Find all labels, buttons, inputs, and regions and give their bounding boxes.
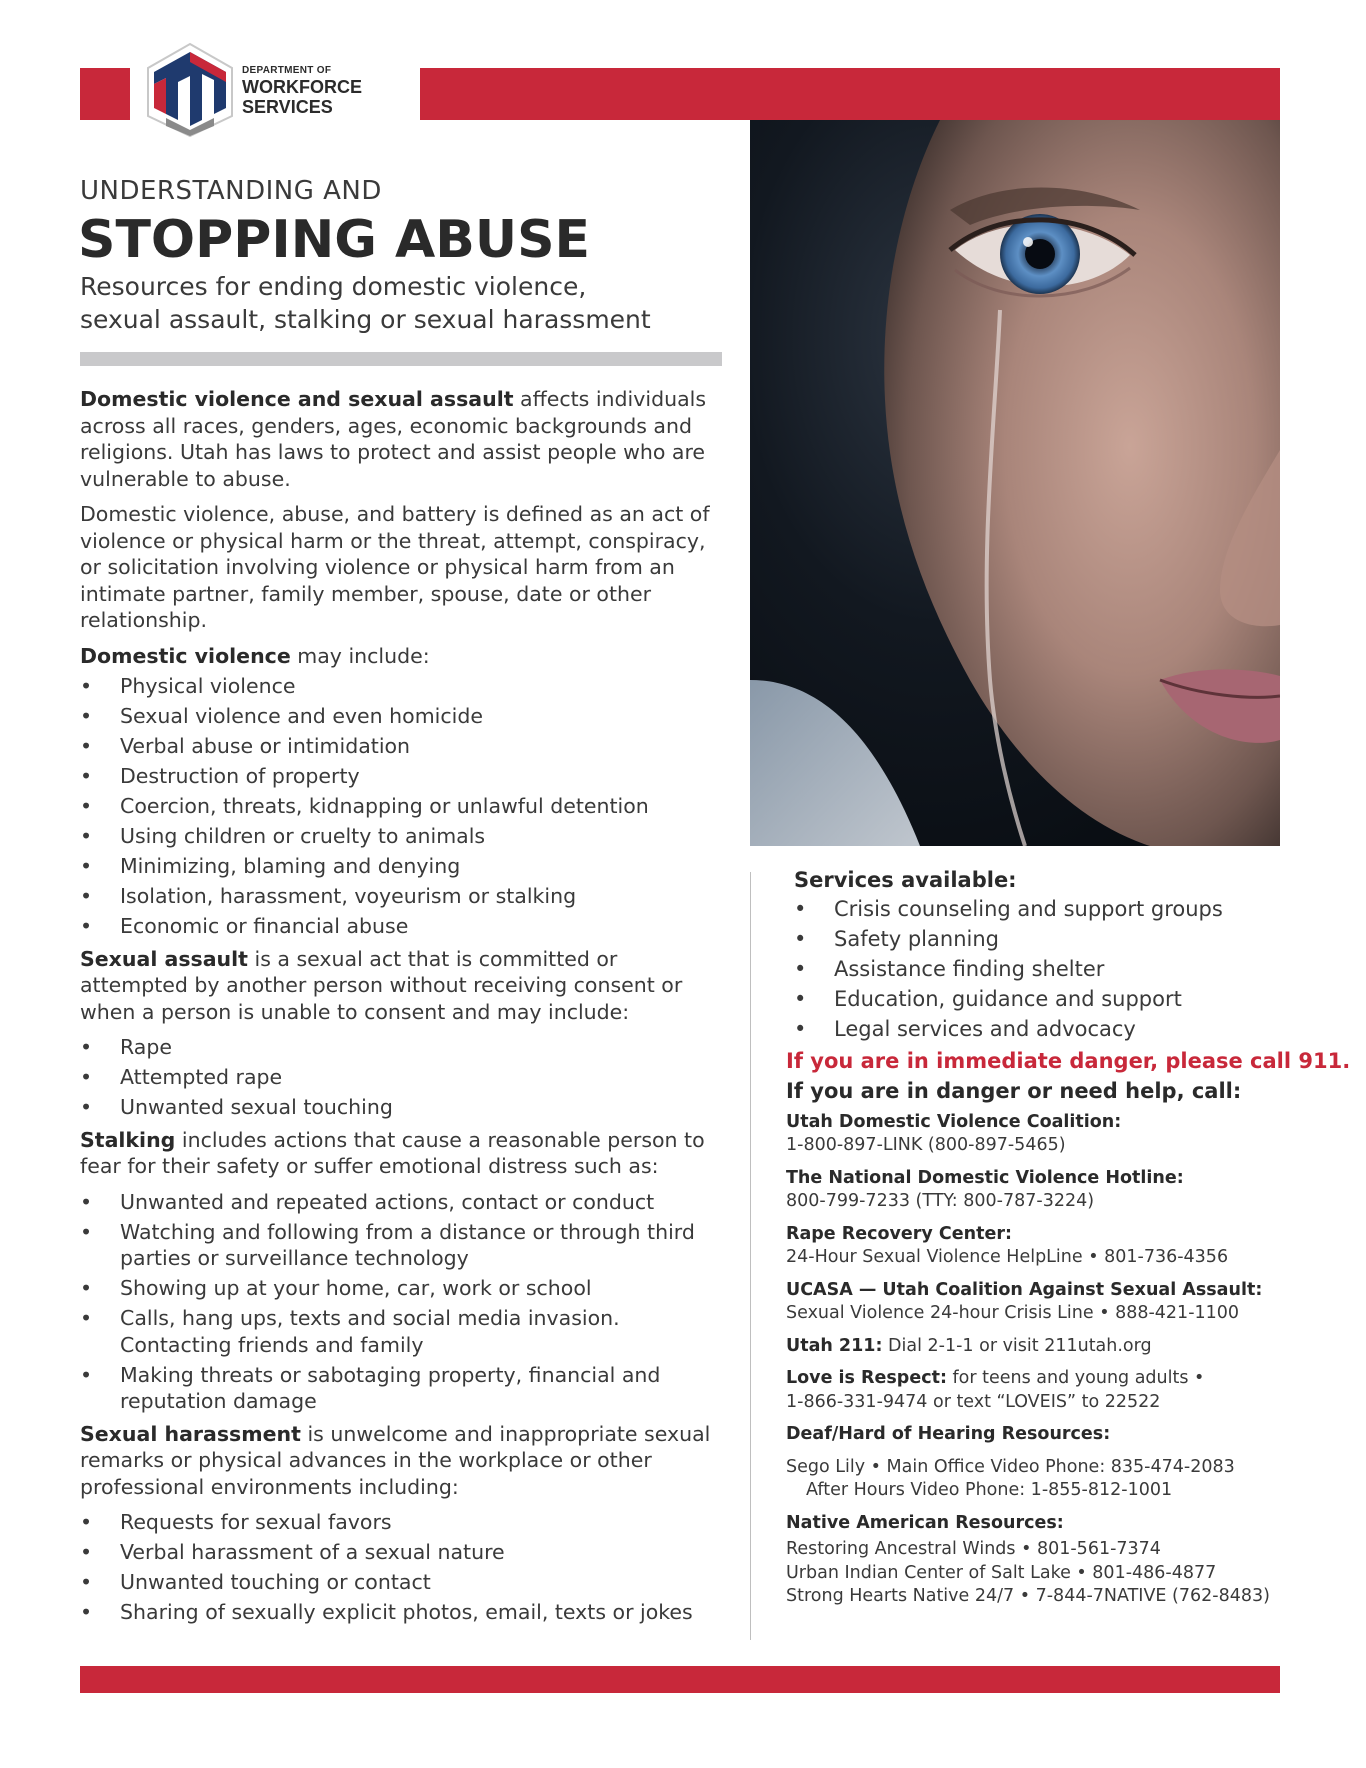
list-item: • Making threats or sabotaging property, financial and reputation damage [80, 1362, 730, 1415]
resource-name: UCASA — Utah Coalition Against Sexual Assault: [786, 1279, 1263, 1300]
resource-phone: 24-Hour Sexual Violence HelpLine • 801-736-4356 [786, 1247, 1229, 1267]
resource-name: Native American Resources: [786, 1512, 1064, 1533]
sa-bold: Sexual assault [80, 946, 248, 971]
resource-phone: Restoring Ancestral Winds • 801-561-7374 [786, 1539, 1161, 1559]
resource-phone: 1-866-331-9474 or text “LOVEIS” to 22522 [786, 1391, 1161, 1412]
list-item: • Unwanted sexual touching [80, 1094, 730, 1121]
resource-phone: 1-800-897-LINK (800-897-5465) [786, 1135, 1066, 1155]
column-divider [750, 872, 751, 1640]
resource-name: The National Domestic Violence Hotline: [786, 1167, 1184, 1188]
intro-paragraph [80, 386, 730, 492]
sa-paragraph [80, 946, 730, 1026]
resource-name: Utah 211: [786, 1335, 883, 1356]
list-item: • Sexual violence and even homicide [80, 703, 730, 730]
resource-udvc [786, 1111, 1306, 1158]
sh-paragraph [80, 1421, 730, 1501]
list-item: • Unwanted and repeated actions, contact or conduct [80, 1189, 730, 1216]
resource-utah211 [786, 1335, 1306, 1359]
header-bar-right [410, 68, 1280, 120]
services-heading: Services available: [794, 868, 1017, 892]
resource-name: Love is Respect: [786, 1368, 947, 1388]
dv-list [80, 673, 730, 940]
dv-bold: Domestic violence [80, 643, 291, 668]
intro-bold: Domestic violence and sexual assault [80, 387, 514, 411]
definition-paragraph: Domestic violence, abuse, and battery is defined as an act of violence or physical harm or the threat, attempt, conspiracy, or solicitation involving violence or physical harm from an intimate partner, family member, spouse, date or other relationship. [80, 502, 710, 632]
dws-logo [130, 40, 420, 140]
resource-ndvh [786, 1167, 1306, 1214]
stalking-rest: includes actions that cause a reasonable person to fear for their safety or suffer emotional distress such as: [80, 1127, 705, 1178]
resource-phone: Urban Indian Center of Salt Lake • 801-486-4877 [786, 1562, 1217, 1583]
sh-rest: is unwelcome and inappropriate sexual remarks or physical advances in the workplace or other professional environments including: [80, 1421, 711, 1499]
emergency-notice: If you are in immediate danger, please call 911. [786, 1048, 1351, 1073]
list-item: • Showing up at your home, car, work or school [80, 1275, 730, 1302]
list-item: • Coercion, threats, kidnapping or unlawful detention [80, 793, 730, 820]
hero-photo [750, 120, 1280, 846]
resource-love-is-respect [786, 1367, 1306, 1414]
list-item: • Verbal harassment of a sexual nature [80, 1539, 730, 1566]
sh-bold: Sexual harassment [80, 1421, 301, 1446]
subtitle-line: Resources for ending domestic violence, [80, 272, 587, 301]
page-title: STOPPING ABUSE [78, 210, 591, 270]
eyebrow-heading: UNDERSTANDING AND [80, 176, 382, 206]
list-item: • Destruction of property [80, 763, 730, 790]
right-column [786, 868, 1351, 1618]
list-item: • Watching and following from a distance or through third parties or surveillance technology [80, 1219, 730, 1272]
page-subtitle [80, 270, 680, 336]
intro-text: affects individuals across all races, genders, ages, economic backgrounds and religions. Utah has laws to protect and assist people who are vulnerable to abuse. [80, 387, 707, 491]
gray-divider [80, 352, 722, 366]
footer-bar [80, 1666, 1280, 1693]
sa-rest: is a sexual act that is committed or attempted by another person without receiving consent or when a person is unable to consent and may include: [80, 946, 683, 1024]
resource-name: Utah Domestic Violence Coalition: [786, 1111, 1122, 1132]
list-item: • Physical violence [80, 673, 730, 700]
resource-name: Rape Recovery Center: [786, 1223, 1012, 1244]
list-item: • Requests for sexual favors [80, 1509, 730, 1536]
list-item: • Attempted rape [80, 1064, 730, 1091]
services-list [786, 896, 1306, 1043]
list-item: • Minimizing, blaming and denying [80, 853, 730, 880]
left-column [80, 386, 730, 1632]
stalking-paragraph [80, 1127, 730, 1180]
resource-phone: Sexual Violence 24-hour Crisis Line • 888-421-1100 [786, 1303, 1240, 1323]
help-heading: If you are in danger or need help, call: [786, 1078, 1242, 1103]
stalking-list [80, 1189, 730, 1415]
list-item: • Legal services and advocacy [794, 1016, 1306, 1043]
resource-phone: 800-799-7233 (TTY: 800-787-3224) [786, 1191, 1095, 1211]
list-item: • Crisis counseling and support groups [794, 896, 1306, 923]
logo-text-services: SERVICES [242, 97, 333, 117]
stalking-bold: Stalking [80, 1127, 176, 1152]
resource-deaf [786, 1423, 1306, 1503]
resource-phone: Strong Hearts Native 24/7 • 7-844-7NATIVE (762-8483) [786, 1586, 1270, 1606]
logo-text-department: DEPARTMENT OF [242, 65, 332, 76]
resource-phone: Sego Lily • Main Office Video Phone: 835-474-2083 [786, 1456, 1235, 1477]
crying-face-image [750, 120, 1280, 846]
list-item: • Economic or financial abuse [80, 913, 730, 940]
list-item: • Rape [80, 1034, 730, 1061]
list-item: • Isolation, harassment, voyeurism or stalking [80, 883, 730, 910]
resource-detail: for teens and young adults • [946, 1368, 1205, 1388]
list-item: • Unwanted touching or contact [80, 1569, 730, 1596]
list-item: • Verbal abuse or intimidation [80, 733, 730, 760]
sh-list [80, 1509, 730, 1626]
resource-name: Deaf/Hard of Hearing Resources: [786, 1424, 1111, 1444]
resource-native [786, 1512, 1306, 1609]
dv-heading [80, 643, 730, 670]
subtitle-line: sexual assault, stalking or sexual harassment [80, 305, 651, 334]
logo-text-workforce: WORKFORCE [242, 77, 362, 97]
list-item: • Using children or cruelty to animals [80, 823, 730, 850]
resource-phone: After Hours Video Phone: 1-855-812-1001 [806, 1480, 1173, 1500]
list-item: • Calls, hang ups, texts and social media invasion. Contacting friends and family [80, 1305, 730, 1358]
list-item: • Assistance finding shelter [794, 956, 1306, 983]
resource-rrc [786, 1223, 1306, 1270]
sa-list [80, 1034, 730, 1121]
list-item: • Safety planning [794, 926, 1306, 953]
dws-logo-icon [140, 42, 240, 138]
resource-detail: Dial 2-1-1 or visit 211utah.org [882, 1335, 1152, 1356]
dv-rest: may include: [290, 643, 430, 668]
list-item: • Sharing of sexually explicit photos, email, texts or jokes [80, 1599, 730, 1626]
list-item: • Education, guidance and support [794, 986, 1306, 1013]
resource-ucasa [786, 1279, 1306, 1326]
